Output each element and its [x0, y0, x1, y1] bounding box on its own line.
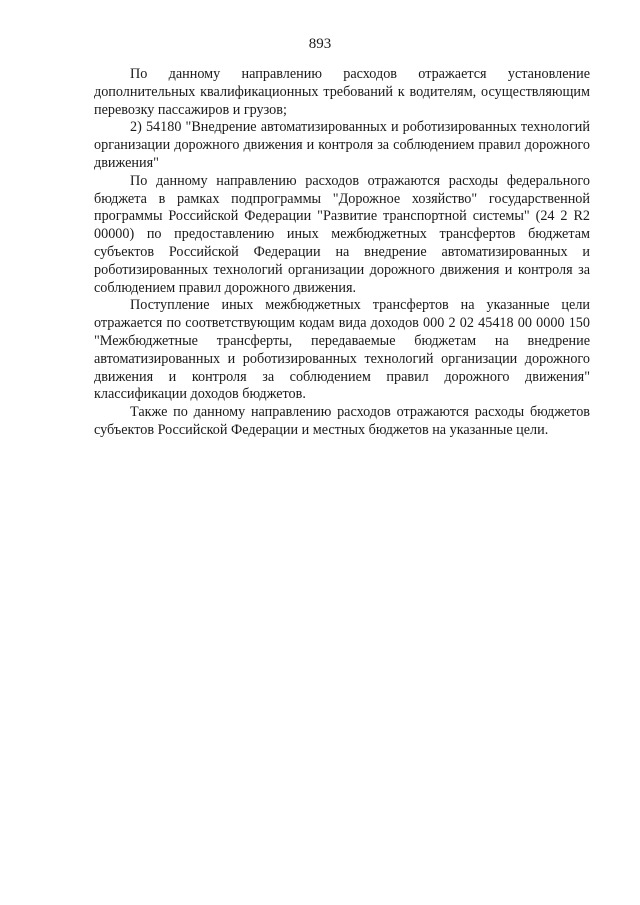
- paragraph-2: 2) 54180 "Внедрение автоматизированных и роботизированных технологий организации дорожного движения и контроля за соблюдением правил дорожного движения": [94, 119, 590, 171]
- paragraph-4: Поступление иных межбюджетных трансфертов на указанные цели отражается по соответствующим кодам вида доходов 000 2 02 45418 00 0000 150 "Межбюджетные трансферты, передаваемые бюджетам на внедрение автоматизированных и роботизированных технологий организации дорожного движения и контроля за соблюдением правил дорожного движения" классификации доходов бюджетов.: [94, 297, 590, 403]
- paragraph-1: По данному направлению расходов отражается установление дополнительных квалификационных требований к водителям, осуществляющим перевозку пассажиров и грузов;: [94, 66, 590, 118]
- page-number: 893: [308, 36, 332, 52]
- document-body: [94, 66, 590, 440]
- paragraph-5: Также по данному направлению расходов отражаются расходы бюджетов субъектов Российской Федерации и местных бюджетов на указанные цели.: [94, 404, 590, 438]
- paragraph-3: По данному направлению расходов отражаются расходы федерального бюджета в рамках подпрограммы "Дорожное хозяйство" государственной программы Российской Федерации "Развитие транспортной системы" (24 2 R2 00000) по предоставлению иных межбюджетных трансфертов бюджетам субъектов Российской Федерации на внедрение автоматизированных и роботизированных технологий организации дорожного движения и контроля за соблюдением правил дорожного движения.: [94, 172, 590, 296]
